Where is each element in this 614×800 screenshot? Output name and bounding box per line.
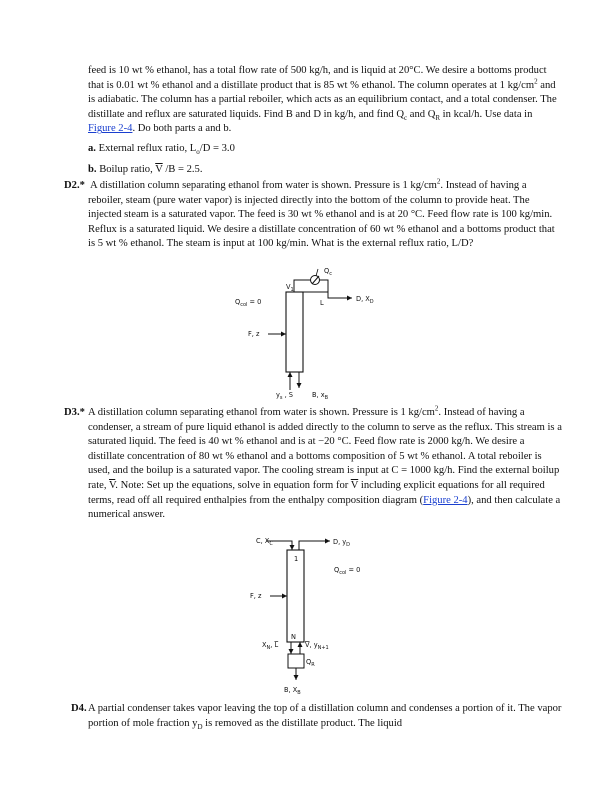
fig2-dyd-label: D, $y_D$	[333, 538, 351, 548]
problem-d4-text: A partial condenser takes vapor leaving the top of a distillation column and condenses a portion of it. The vapor portion of mole fraction $y_D$ is removed as the distillate product. The liquid	[88, 703, 562, 731]
part-a: a. External reflux ratio, $L_o/D = 3.0$	[88, 143, 235, 157]
fig2-fz-label: F, z	[250, 592, 262, 600]
fig1-ys-label: $y_s$ , S	[276, 391, 293, 401]
intro-paragraph: feed is 10 wt % ethanol, has a total flow rate of 500 kg/h, and is liquid at 20°C. We desire a bottoms product that is 0.01 wt % ethanol and a distillate product that is 85 wt % ethanol. The column operates at 1 $kg/cm^2$ and is adiabatic. The column has a partial reboiler, which acts as an equilibrium contact, and a total condenser. The distillate and reflux are saturated liquids. Find B and D in kg/h, and find $Q_c$ and $Q_R$ in kcal/h. Use data in Figure 2-4. Do both parts a and b.	[88, 65, 557, 135]
figure-direct-reflux-column	[226, 534, 386, 700]
fig2-stage1-label: 1	[294, 555, 299, 563]
figure-2-4-link-d3[interactable]: Figure 2-4	[423, 494, 468, 506]
fig1-dxd-label: D, $X_D$	[356, 295, 374, 305]
problem-d2-label: D2.*	[64, 180, 85, 191]
fig2-xn-label: $X_N$, L	[262, 641, 279, 651]
fig1-l-label: L	[320, 299, 324, 307]
fig1-qcol-label: $Q_{col} = 0$	[235, 298, 262, 308]
part-b: b. Boilup ratio, $\overline{V}$ /B = 2.5.	[88, 164, 203, 175]
problem-d3-label: D3.*	[64, 407, 85, 418]
fig1-fz-label: F, z	[248, 330, 260, 338]
problem-d2-text: A distillation column separating ethanol from water is shown. Pressure is 1 $kg/cm^2$. Instead of having a reboiler, steam (pure water vapor) is injected directly into the bottom of the column to provide heat. The injected steam is a saturated vapor. The feed is 30 wt % ethanol and is at 20 °C. Feed flow rate is 100 kg/min. Reflux is a saturated liquid. We desire a distillate concentration of 60 wt % ethanol and a bottoms product that is 5 wt % ethanol. The steam is input at 100 kg/min. What is the external reflux ratio, L/D?	[88, 177, 555, 250]
fig2-qr-label: $Q_R$	[306, 658, 315, 668]
fig2-stageN-label: N	[291, 633, 296, 641]
fig1-qc-label: $Q_c$	[324, 267, 332, 277]
problem-d3-text: A distillation column separating ethanol from water is shown. Pressure is 1 $kg/cm^2$. Instead of having a condenser, a stream of pure liquid ethanol is added directly to the column to serve as the reflux. This stream is a saturated liquid. The feed is 40 wt % ethanol and is at −20 °C. Feed flow rate is 2000 kg/h. We desire a distillate concentration of 80 wt % ethanol and a bottoms composition of 5 wt % ethanol. A total reboiler is used, and the boilup is a saturated vapor. The cooling stream is input at C = 1000 kg/h. Find the external boilup rate, $\overline{V}$. Note: Set up the equations, solve in equation form for $\overline{V}$ including explicit equations for all required terms, read off all required enthalpies from the enthalpy composition diagram (Figure 2-4), and then calculate a numerical answer.	[88, 404, 562, 521]
figure-2-4-link[interactable]: Figure 2-4	[88, 123, 133, 135]
fig2-bxb-label: B, $X_B$	[284, 686, 301, 696]
figure-steam-injection-column	[220, 264, 400, 404]
fig2-qcol-label: $Q_{col} = 0$	[334, 566, 361, 576]
problem-d4-label: D4.	[71, 703, 87, 714]
fig1-v1-label: $V_1$	[286, 283, 294, 293]
fig2-cxc-label: C, $X_C$	[256, 537, 273, 547]
fig2-vbar-label: V, $y_{N+1}$	[305, 641, 329, 651]
fig1-bxb-label: B, $x_B$	[312, 391, 329, 401]
